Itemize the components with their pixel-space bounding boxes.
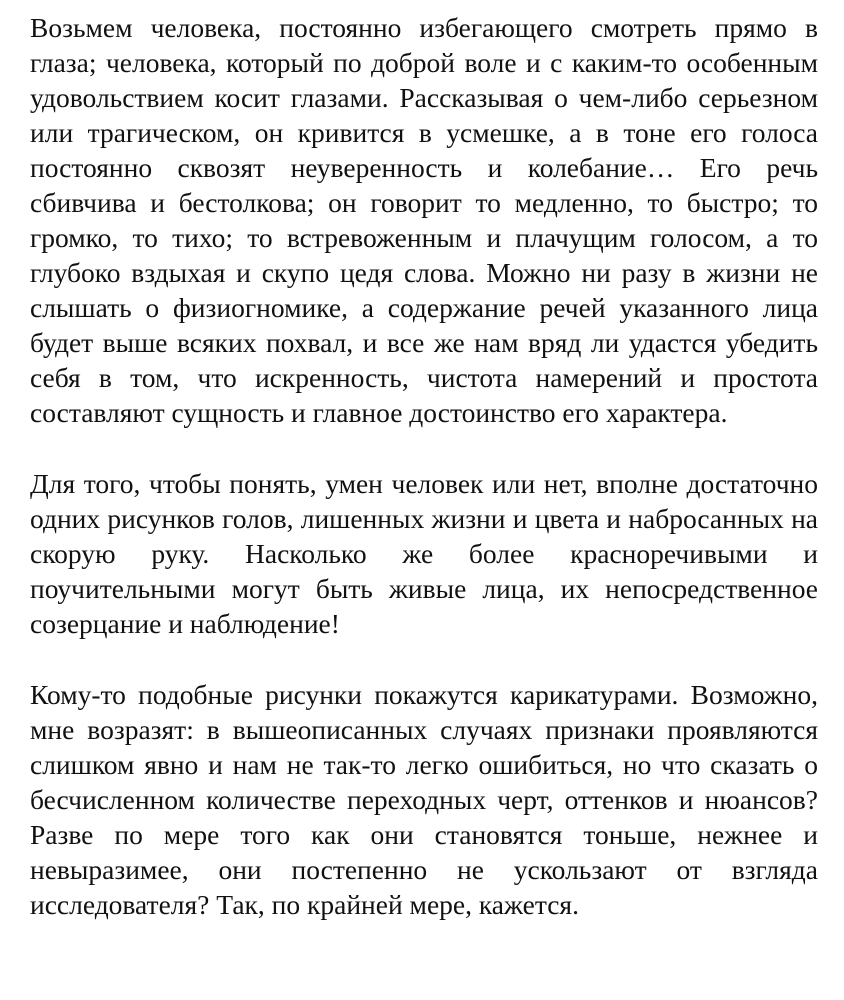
paragraph-2: Для того, чтобы понять, умен человек или нет, вполне достаточно одних рисунков голов, лишенных жизни и цвета и набросанных на скорую руку. Насколько же более красноречивыми и поучительными могут быть живые лица, их непосредственное созерцание и наблюдение!: [30, 468, 818, 639]
paragraph-1: Возьмем человека, постоянно избегающего смотреть прямо в глаза; человека, который по доброй воле и с каким-то особенным удовольствием косит глазами. Рассказывая о чем-либо серьезном или трагическом, он кривится в усмешке, а в тоне его голоса постоянно сквозят неуверенность и колебание… Его речь сбивчива и бестолкова; он говорит то медленно, то быстро; то громко, то тихо; то встревоженным и плачущим голосом, а то глубоко вздыхая и скупо цедя слова. Можно ни разу в жизни не слышать о физиогномике, а содержание речей указанного лица будет выше всяких похвал, и все же нам вряд ли удастся убедить себя в том, что искренность, чистота намерений и простота составляют сущность и главное достоинство его характера.: [30, 12, 818, 428]
document-page: [30, 10, 818, 922]
paragraph-3: Кому-то подобные рисунки покажутся карикатурами. Возможно, мне возразят: в вышеописанных случаях признаки проявляются слишком явно и нам не так-то легко ошибиться, но что сказать о бесчисленном количестве переходных черт, оттенков и нюансов? Разве по мере того как они становятся тоньше, нежнее и невыразимее, они постепенно не ускользают от взгляда исследователя? Так, по крайней мере, кажется.: [30, 679, 818, 920]
